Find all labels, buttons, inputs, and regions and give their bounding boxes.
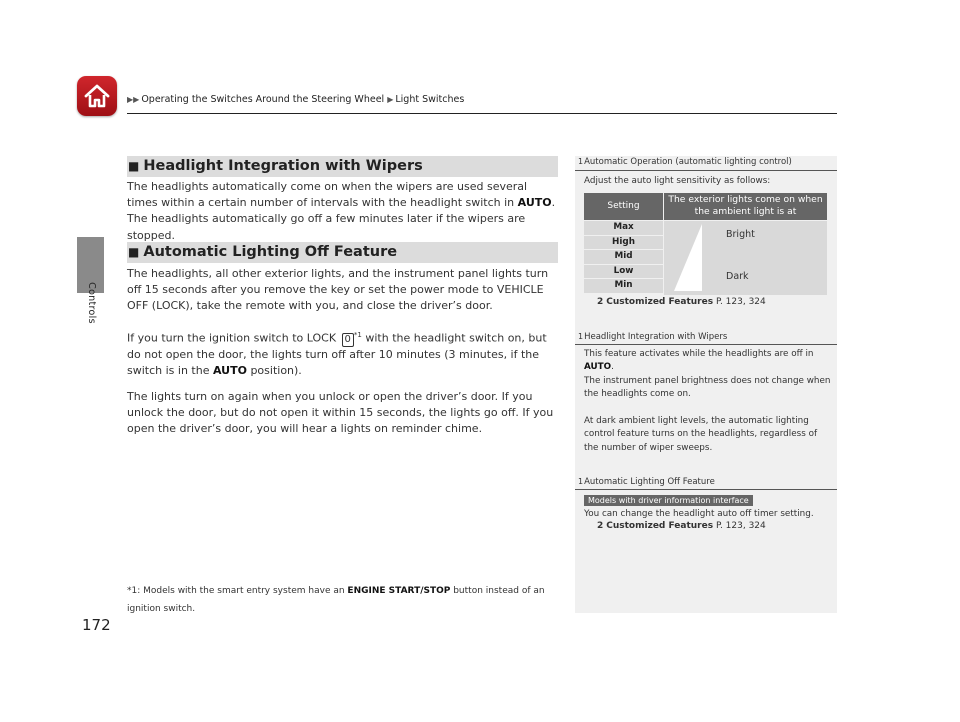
auto-off-text-end: position). [246,364,302,378]
engine-start-stop-keyword: ENGINE START/STOP [347,586,451,596]
breadcrumb-marker-icon: ▶▶ [127,95,140,104]
wipers-text: The headlights automatically come on when the wipers are used several times within a certain number of intervals with the headlight switch in [127,180,528,210]
note-text-dark-ambient: At dark ambient light levels, the automatic lighting control feature turns on the headlights, regardless of the number of wiper sweeps. [584,416,818,453]
table-row: High [584,236,663,250]
brightness-wedge-icon [672,221,712,295]
section-bullet-icon: ■ [128,245,140,259]
xref-pages: P. 123, 324 [713,297,766,307]
xref-title: Customized Features [606,297,714,307]
wipers-paragraph [127,179,559,244]
note-divider [575,170,837,171]
footnote-text-end: button instead of an ignition switch. [127,586,545,614]
table-cell-gradient [664,221,827,295]
breadcrumb-link-light-switches[interactable]: Light Switches [395,94,465,105]
table-row: Max [584,221,663,235]
section-title: Automatic Lighting Off Feature [143,244,398,260]
note-title-text: Headlight Integration with Wipers [584,332,728,342]
sensitivity-table [584,193,827,295]
home-icon [82,81,112,111]
chapter-label: Controls [86,282,97,324]
note-ref-marker: 1 [578,332,584,341]
auto-off-paragraph-3: The lights turn on again when you unlock or open the driver’s door. If you unlock the door, but do not open it within 15 seconds, the lights go off. If you open the driver’s door, you will hear a lights on reminder chime. [127,390,554,436]
xref-pages: P. 123, 324 [713,521,766,531]
auto-keyword: AUTO [584,362,612,373]
breadcrumb-link-steering-wheel[interactable]: Operating the Switches Around the Steering Wheel [141,94,385,105]
footnote-marker: *1 [353,331,362,339]
header-divider [127,113,837,114]
note-ref-marker: 1 [578,477,584,486]
xref-title: Customized Features [606,521,714,531]
note-title-wipers [578,332,727,342]
wipers-text-end: . [551,196,556,210]
note-text-end: . [611,362,614,373]
table-row: Mid [584,250,663,264]
footnote-text: *1: Models with the smart entry system have an [127,586,348,596]
section-title: Headlight Integration with Wipers [143,158,423,174]
xref-customized-features[interactable] [597,297,766,307]
auto-off-text: If you turn the ignition switch to LOCK [127,331,340,345]
bright-label: Bright [726,229,755,240]
auto-keyword: AUTO [212,364,247,378]
breadcrumb [127,94,464,105]
note-text-adjust: Adjust the auto light sensitivity as follows: [584,176,771,186]
home-button[interactable] [77,76,117,116]
xref-customized-features-2[interactable] [597,521,766,531]
wipers-text-2: The headlights automatically go off a few minutes later if the wipers are stopped. [127,212,526,242]
lock-position-box: 0 [342,333,354,347]
table-row: Min [584,279,663,293]
models-badge: Models with driver information interface [584,495,753,506]
note-title-text: Automatic Lighting Off Feature [584,477,715,487]
note-title-auto-off [578,477,715,487]
section-heading-wipers [127,156,558,177]
section-bullet-icon: ■ [128,159,140,173]
table-header-description: The exterior lights come on when the ambient light is at [664,193,827,220]
note-divider [575,344,837,345]
table-row: Low [584,265,663,279]
auto-keyword: AUTO [517,196,552,210]
auto-off-text-mid: with the headlight switch on, but do not open the door, the lights turn off after 10 minutes (3 minutes, if the switch is in the [127,331,547,378]
auto-off-paragraph-2 [127,327,559,379]
auto-off-paragraph-1: The headlights, all other exterior lights, and the instrument panel lights turn off 15 seconds after you remove the key or set the power mode to VEHICLE OFF (LOCK), take the remote with you, and close the driver’s door. [127,267,549,313]
xref-arrow-icon: 2 [597,521,604,531]
note-text-wipers [584,348,832,402]
section-heading-auto-off [127,242,558,263]
note-ref-marker: 1 [578,157,584,166]
note-text: This feature activates while the headlights are off in [584,349,814,359]
xref-arrow-icon: 2 [597,297,604,307]
footnote [127,582,559,618]
note-title-text: Automatic Operation (automatic lighting control) [584,157,792,167]
note-divider [575,489,837,490]
note-text-timer: You can change the headlight auto off timer setting. [584,509,814,519]
breadcrumb-separator-icon: ▶ [387,95,394,104]
note-title-auto-operation [578,157,792,167]
page-number: 172 [82,616,111,634]
note-text-2: The instrument panel brightness does not change when the headlights come on. [584,375,831,400]
table-header-setting: Setting [584,193,663,220]
dark-label: Dark [726,271,749,282]
